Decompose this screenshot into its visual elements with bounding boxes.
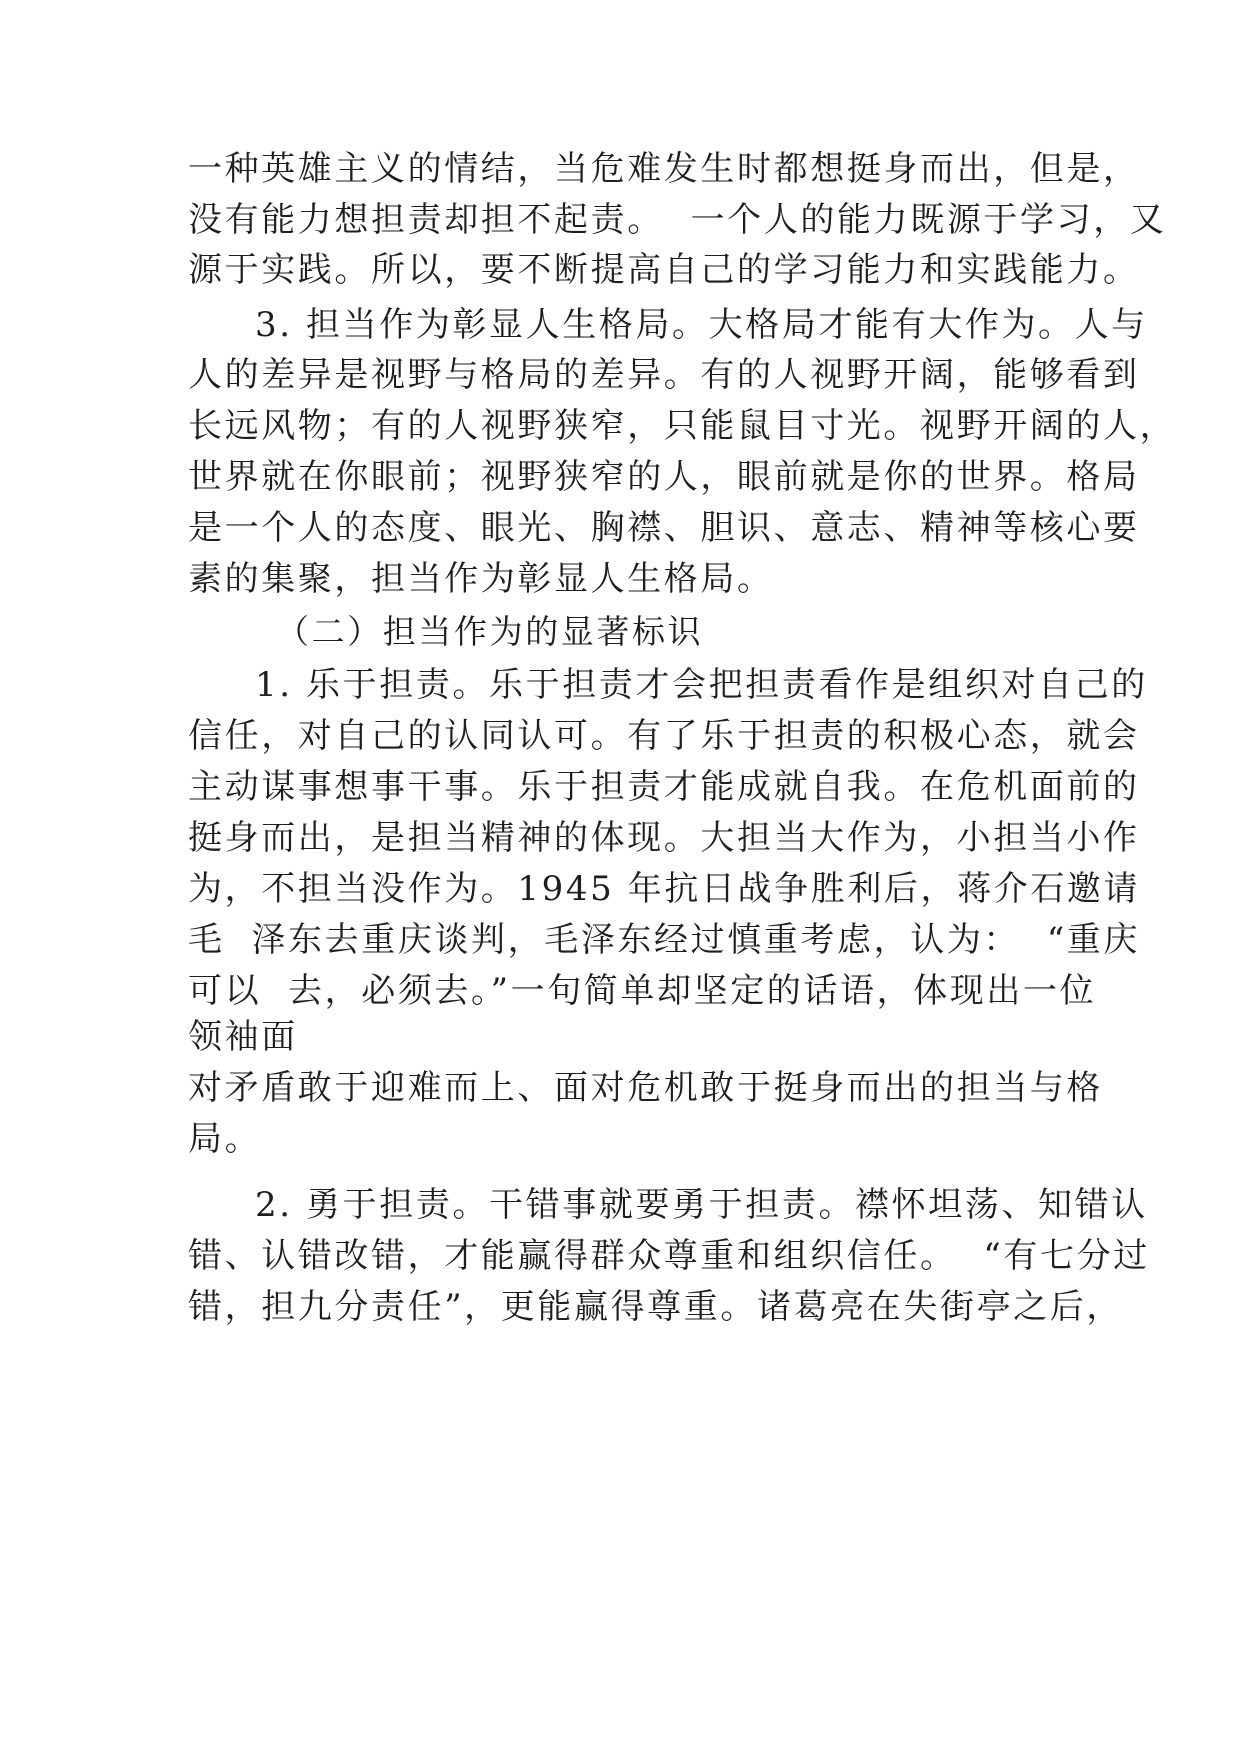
body-text-line: 长远风物；有的人视野狭窄，只能鼠目寸光。视野开阔的人，: [188, 406, 1177, 446]
body-text-line: 信任，对自己的认同认可。有了乐于担责的积极心态，就会: [188, 716, 1140, 756]
body-text-line: 源于实践。所以，要不断提高自己的学习能力和实践能力。: [188, 250, 1140, 290]
body-text-line: 为，不担当没作为。1945 年抗日战争胜利后，蒋介石邀请: [188, 869, 1141, 909]
body-text-line: 素的集聚，担当作为彰显人生格局。: [188, 559, 774, 599]
body-text-line: 毛 泽东去重庆谈判，毛泽东经过慎重考虑，认为： “重庆: [188, 920, 1141, 960]
body-text-line: 可以 去，必须去。”一句简单却坚定的话语，体现出一位: [188, 971, 1097, 1011]
body-text-line: 错，担九分责任”，更能赢得尊重。诸葛亮在失街亭之后，: [188, 1287, 1123, 1327]
body-text-line: 是一个人的态度、眼光、胸襟、胆识、意志、精神等核心要: [188, 508, 1140, 548]
body-text-line: 对矛盾敢于迎难而上、面对危机敢于挺身而出的担当与格: [188, 1068, 1103, 1108]
body-text-line: 挺身而出，是担当精神的体现。大担当大作为，小担当小作: [188, 818, 1140, 858]
body-text-line: 错、认错改错，才能赢得群众尊重和组织信任。 “有七分过: [188, 1236, 1150, 1276]
section-heading-line: 1. 乐于担责。乐于担责才会把担责看作是组织对自己的: [255, 665, 1148, 705]
section-heading-line: 2. 勇于担责。干错事就要勇于担责。襟怀坦荡、知错认: [255, 1185, 1148, 1225]
subsection-heading: （二）担当作为的显著标识: [276, 612, 704, 651]
body-text-line: 局。: [188, 1119, 262, 1159]
body-text-line: 一种英雄主义的情结，当危难发生时都想挺身而出，但是，: [188, 149, 1140, 189]
body-text-line: 没有能力想担责却担不起责。 一个人的能力既源于学习，又: [188, 200, 1167, 240]
body-text-line: 主动谋事想事干事。乐于担责才能成就自我。在危机面前的: [188, 767, 1140, 807]
section-heading-line: 3. 担当作为彰显人生格局。大格局才能有大作为。人与: [255, 305, 1148, 345]
body-text-line: 人的差异是视野与格局的差异。有的人视野开阔，能够看到: [188, 355, 1140, 395]
body-text-line: 世界就在你眼前；视野狭窄的人，眼前就是你的世界。格局: [188, 457, 1140, 497]
body-text-line: 领袖面: [188, 1017, 298, 1057]
